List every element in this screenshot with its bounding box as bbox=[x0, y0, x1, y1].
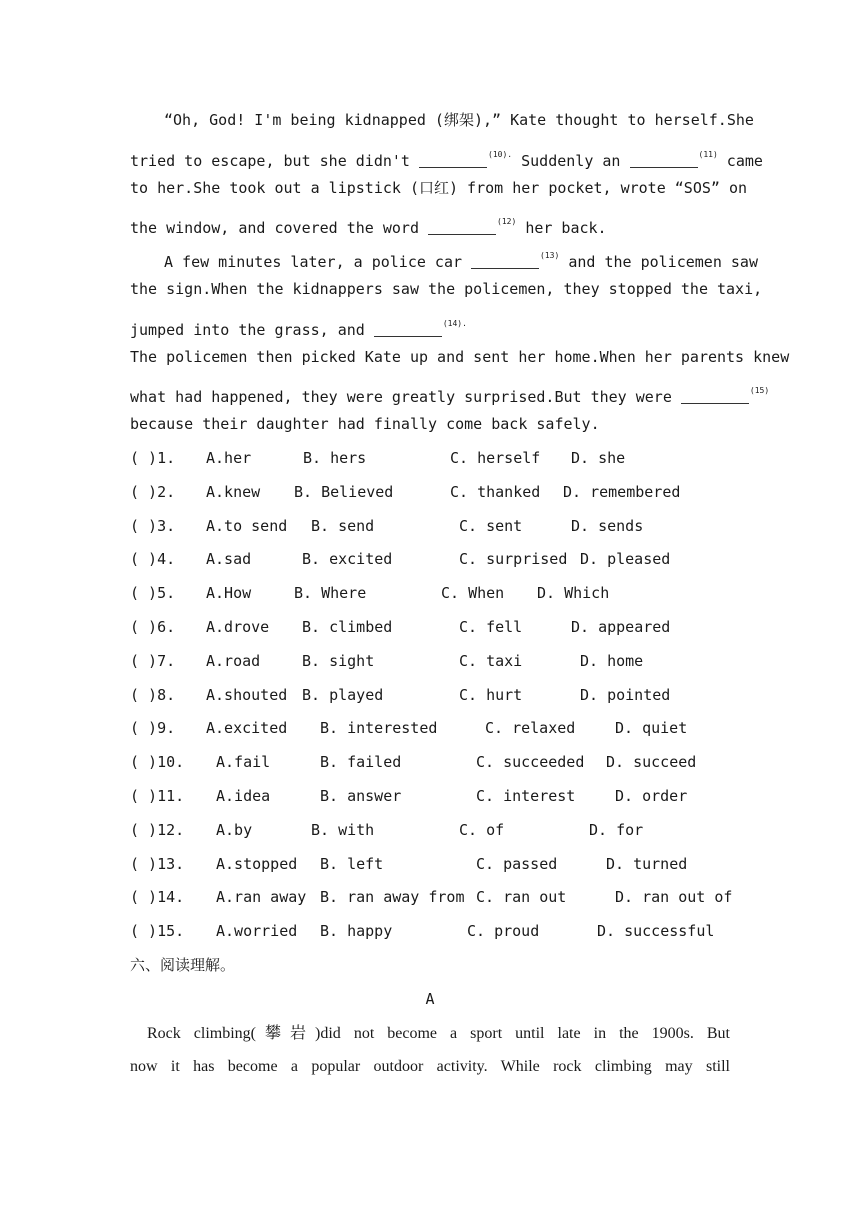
question-row bbox=[130, 543, 730, 577]
blank-number: (13) bbox=[540, 251, 560, 261]
option-a: A.sad bbox=[206, 550, 252, 569]
answer-blank bbox=[419, 153, 487, 168]
option-a: A.stopped bbox=[216, 854, 298, 873]
option-d: D. pointed bbox=[580, 685, 671, 704]
paragraph-2 bbox=[130, 239, 763, 340]
option-b: B. ran away from bbox=[320, 888, 465, 907]
question-row bbox=[130, 712, 730, 746]
option-c: C. When bbox=[441, 584, 505, 603]
option-c: C. taxi bbox=[459, 651, 523, 670]
option-b: B. left bbox=[320, 854, 384, 873]
option-d: D. pleased bbox=[580, 550, 671, 569]
passage-line: Rock climbing(攀岩)did not become a sport until late in the 1900s. But bbox=[147, 1024, 730, 1042]
option-c: C. surprised bbox=[459, 550, 568, 569]
question-number: ( )10. bbox=[130, 753, 185, 772]
section-heading: 六、阅读理解。 bbox=[130, 955, 236, 974]
option-c: C. thanked bbox=[450, 482, 541, 501]
question-row bbox=[130, 645, 730, 679]
question-row bbox=[130, 442, 730, 476]
question-number: ( )1. bbox=[130, 448, 176, 467]
option-d: D. for bbox=[589, 820, 644, 839]
option-a: A.fail bbox=[216, 753, 271, 772]
paragraph-1 bbox=[130, 104, 763, 239]
passage-line: now it has become a popular outdoor activity. While rock climbing may still bbox=[130, 1058, 730, 1076]
text-line: jumped into the grass, and $^{(14).}$ bbox=[130, 318, 467, 339]
option-b: B. Believed bbox=[294, 482, 394, 501]
question-row bbox=[130, 881, 733, 915]
option-d: D. successful bbox=[597, 922, 715, 941]
paragraph-3 bbox=[130, 341, 790, 442]
option-a: A.drove bbox=[206, 617, 270, 636]
question-row bbox=[130, 476, 730, 510]
answer-blank bbox=[428, 220, 496, 235]
answer-blank bbox=[630, 153, 698, 168]
question-number: ( )15. bbox=[130, 922, 185, 941]
option-a: A.her bbox=[206, 448, 252, 467]
question-number: ( )14. bbox=[130, 888, 185, 907]
option-b: B. answer bbox=[320, 786, 402, 805]
option-a: A.to send bbox=[206, 516, 288, 535]
blank-number: (14). bbox=[442, 318, 467, 328]
option-b: B. interested bbox=[320, 719, 438, 738]
option-d: D. order bbox=[615, 786, 688, 805]
option-d: D. Which bbox=[537, 584, 610, 603]
option-c: C. proud bbox=[467, 922, 540, 941]
option-a: A.How bbox=[206, 584, 252, 603]
option-d: D. quiet bbox=[615, 719, 688, 738]
option-a: A.knew bbox=[206, 482, 261, 501]
question-row bbox=[130, 814, 730, 848]
option-a: A.excited bbox=[206, 719, 288, 738]
option-b: B. failed bbox=[320, 753, 402, 772]
option-c: C. herself bbox=[450, 448, 541, 467]
option-d: D. she bbox=[571, 448, 626, 467]
option-b: B. excited bbox=[302, 550, 393, 569]
option-d: D. remembered bbox=[563, 482, 681, 501]
option-a: A.ran away bbox=[216, 888, 307, 907]
option-c: C. ran out bbox=[476, 888, 567, 907]
question-row bbox=[130, 510, 730, 544]
option-c: C. of bbox=[459, 820, 505, 839]
option-c: C. sent bbox=[459, 516, 523, 535]
blank-number: (11) bbox=[698, 149, 718, 159]
option-b: B. hers bbox=[303, 448, 367, 467]
text-line: A few minutes later, a police car $^{(13)}$ and the policemen saw bbox=[164, 251, 758, 272]
question-number: ( )9. bbox=[130, 719, 176, 738]
text-line: “Oh, God! I'm being kidnapped (绑架),” Kate thought to herself.She bbox=[164, 111, 754, 129]
option-a: A.road bbox=[206, 651, 261, 670]
option-c: C. relaxed bbox=[485, 719, 576, 738]
question-number: ( )6. bbox=[130, 617, 176, 636]
option-c: C. interest bbox=[476, 786, 576, 805]
question-number: ( )11. bbox=[130, 786, 185, 805]
question-number: ( )13. bbox=[130, 854, 185, 873]
option-b: B. send bbox=[311, 516, 375, 535]
question-row bbox=[130, 679, 730, 713]
option-a: A.by bbox=[216, 820, 253, 839]
option-b: B. sight bbox=[302, 651, 375, 670]
blank-number: (12) bbox=[497, 217, 517, 227]
option-d: D. ran out of bbox=[615, 888, 733, 907]
text-line: what had happened, they were greatly surprised.But they were $^{(15)}$ bbox=[130, 386, 770, 407]
question-row bbox=[130, 611, 730, 645]
text-line: the window, and covered the word $^{(12)}$ her back. bbox=[130, 217, 607, 238]
question-list bbox=[130, 442, 733, 949]
question-number: ( )8. bbox=[130, 685, 176, 704]
question-row bbox=[130, 915, 730, 949]
question-row bbox=[130, 848, 730, 882]
option-c: C. succeeded bbox=[476, 753, 585, 772]
question-number: ( )3. bbox=[130, 516, 176, 535]
option-b: B. climbed bbox=[302, 617, 393, 636]
text-line: to her.She took out a lipstick (口红) from her pocket, wrote “SOS” on bbox=[130, 178, 747, 197]
answer-blank bbox=[374, 322, 442, 337]
blank-number: (15) bbox=[749, 386, 770, 396]
question-number: ( )2. bbox=[130, 482, 176, 501]
option-d: D. appeared bbox=[571, 617, 671, 636]
text-line: tried to escape, but she didn't $^{(10).}$ Suddenly an $^{(11)}$ came bbox=[130, 149, 763, 170]
passage-label: A bbox=[425, 989, 435, 1008]
question-row bbox=[130, 577, 730, 611]
option-a: A.worried bbox=[216, 922, 298, 941]
option-b: B. played bbox=[302, 685, 384, 704]
option-d: D. turned bbox=[606, 854, 688, 873]
option-b: B. with bbox=[311, 820, 375, 839]
blank-number: (10). bbox=[488, 149, 513, 159]
option-c: C. fell bbox=[459, 617, 523, 636]
option-c: C. hurt bbox=[459, 685, 523, 704]
option-d: D. succeed bbox=[606, 753, 697, 772]
option-d: D. home bbox=[580, 651, 644, 670]
question-row bbox=[130, 780, 730, 814]
option-d: D. sends bbox=[571, 516, 644, 535]
question-row bbox=[130, 746, 730, 780]
text-line: the sign.When the kidnappers saw the policemen, they stopped the taxi, bbox=[130, 279, 763, 298]
option-b: B. Where bbox=[294, 584, 367, 603]
option-c: C. passed bbox=[476, 854, 558, 873]
option-a: A.idea bbox=[216, 786, 271, 805]
option-a: A.shouted bbox=[206, 685, 288, 704]
question-number: ( )5. bbox=[130, 584, 176, 603]
question-number: ( )7. bbox=[130, 651, 176, 670]
option-b: B. happy bbox=[320, 922, 393, 941]
question-number: ( )4. bbox=[130, 550, 176, 569]
question-number: ( )12. bbox=[130, 820, 185, 839]
answer-blank bbox=[471, 254, 539, 269]
document-page bbox=[130, 104, 790, 1084]
text-line: because their daughter had finally come back safely. bbox=[130, 415, 600, 434]
answer-blank bbox=[681, 389, 749, 404]
text-line: The policemen then picked Kate up and sent her home.When her parents knew bbox=[130, 347, 790, 366]
